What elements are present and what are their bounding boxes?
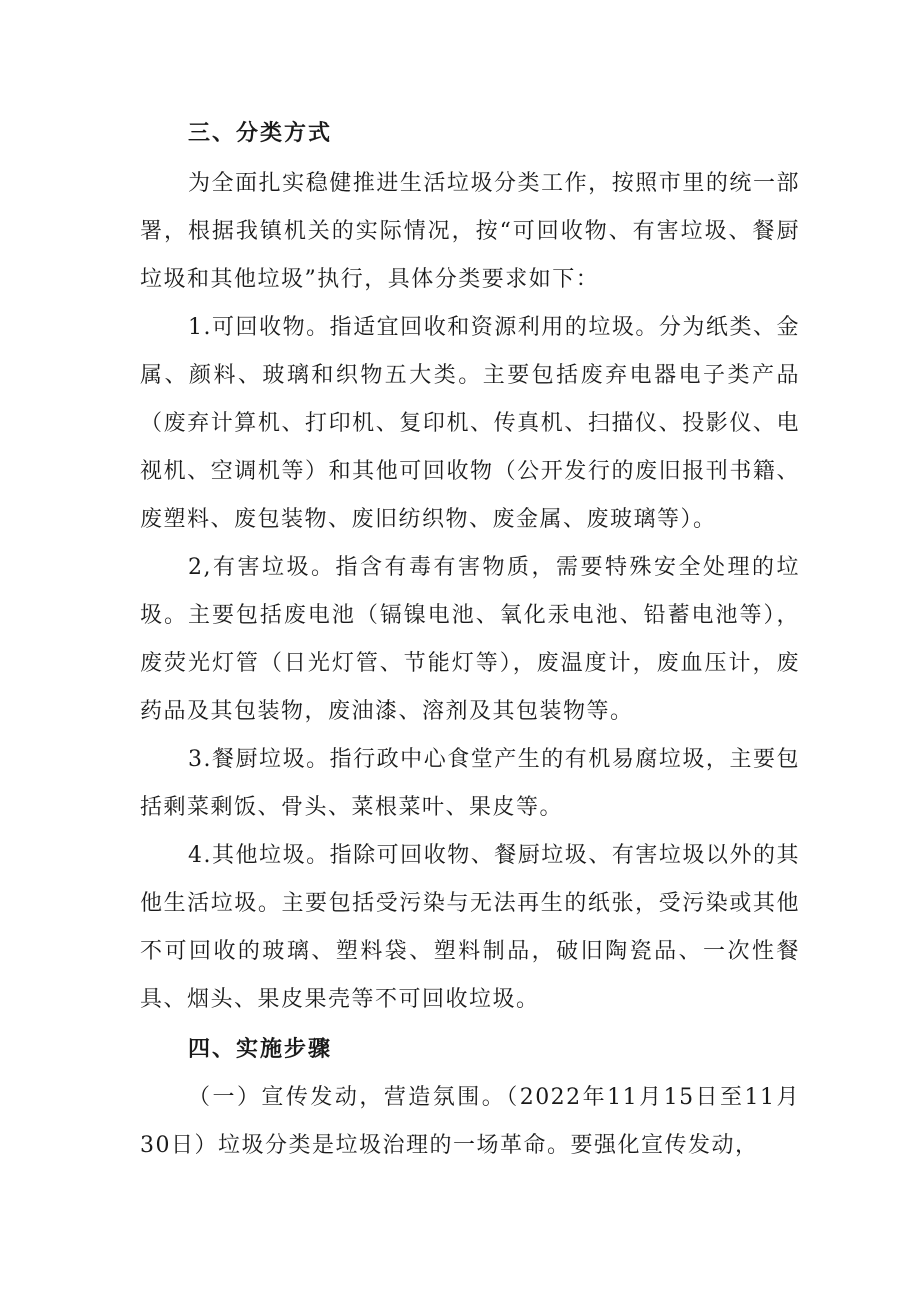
- document-body: [140, 110, 800, 1170]
- section-heading-classification: 三、分类方式: [188, 121, 333, 146]
- implementation-step1-paragraph: （一）宣传发动，营造氛围。（2022年11月15日至11月30日）垃圾分类是垃圾治理的一场革命。要强化宣传发动，: [140, 1085, 800, 1158]
- kitchen-waste-paragraph: 3.餐厨垃圾。指行政中心食堂产生的有机易腐垃圾，主要包括剩菜剩饭、骨头、菜根菜叶、果皮等。: [140, 747, 800, 820]
- recyclables-paragraph: 1.可回收物。指适宜回收和资源利用的垃圾。分为纸类、金属、颜料、玻璃和织物五大类。主要包括废弃电器电子类产品（废弃计算机、打印机、复印机、传真机、扫描仪、投影仪、电视机、空调机等）和其他可回收物（公开发行的废旧报刊书籍、废塑料、废包装物、废旧纺织物、废金属、废玻璃等）。: [140, 315, 800, 532]
- classification-intro-paragraph: 为全面扎实稳健推进生活垃圾分类工作，按照市里的统一部署，根据我镇机关的实际情况，按“可回收物、有害垃圾、餐厨垃圾和其他垃圾”执行，具体分类要求如下：: [140, 171, 800, 292]
- hazardous-waste-paragraph: 2,有害垃圾。指含有毒有害物质，需要特殊安全处理的垃圾。主要包括废电池（镉镍电池、氧化汞电池、铅蓄电池等），废荧光灯管（日光灯管、节能灯等），废温度计，废血压计，废药品及其包装物，废油漆、溶剂及其包装物等。: [140, 555, 800, 724]
- section-heading-implementation: 四、实施步骤: [188, 1037, 333, 1062]
- other-waste-paragraph: 4.其他垃圾。指除可回收物、餐厨垃圾、有害垃圾以外的其他生活垃圾。主要包括受污染与无法再生的纸张，受污染或其他不可回收的玻璃、塑料袋、塑料制品，破旧陶瓷品、一次性餐具、烟头、果皮果壳等不可回收垃圾。: [140, 843, 800, 1012]
